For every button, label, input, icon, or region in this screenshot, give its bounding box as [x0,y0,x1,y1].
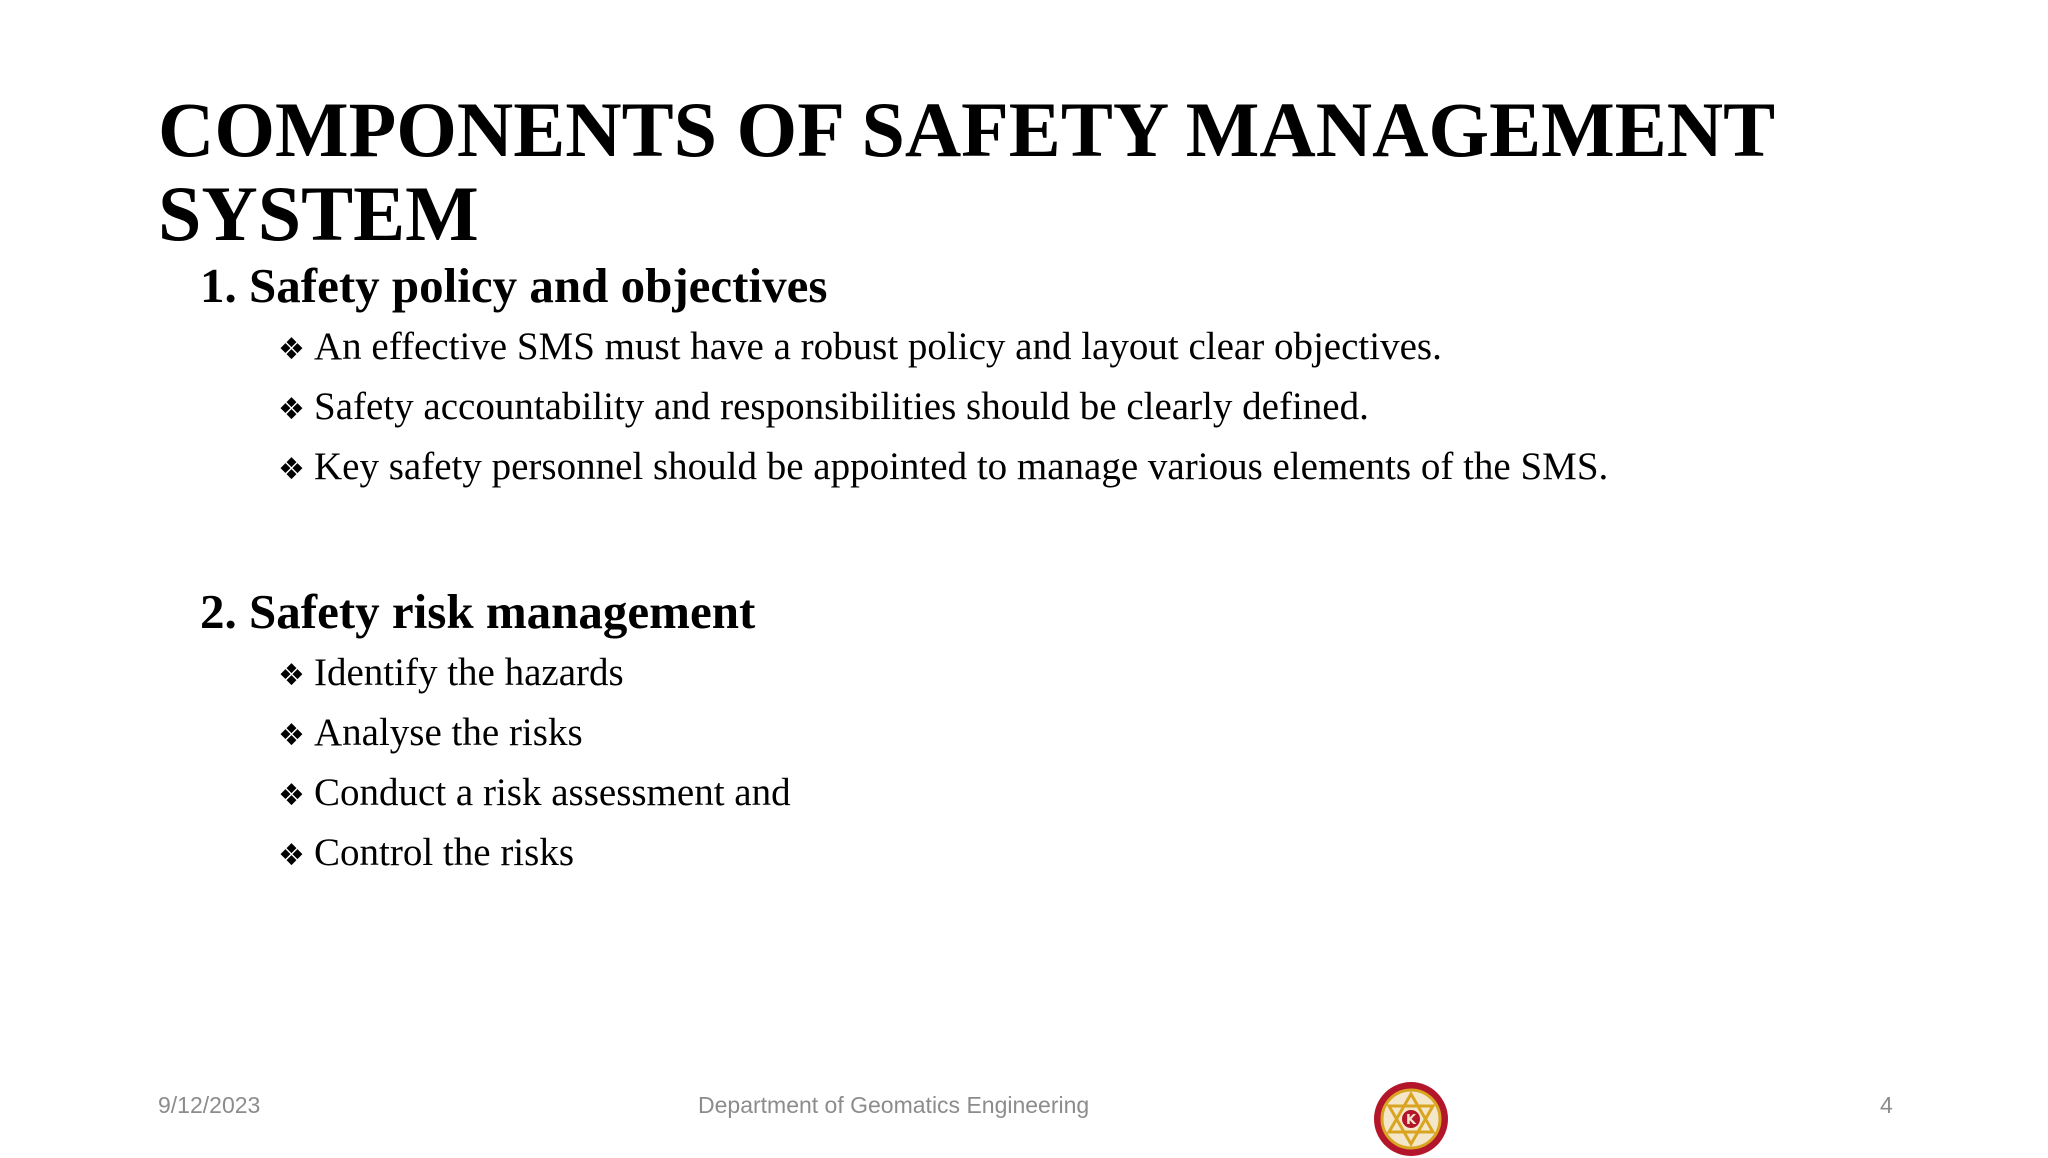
section-heading: 1. Safety policy and objectives [200,258,828,313]
list-item-text: Conduct a risk assessment and [314,771,791,814]
list-item [278,764,2000,824]
diamond-bullet-icon: ❖ [278,658,305,693]
section-risk-management [200,580,2000,884]
section-safety-policy [200,254,2000,498]
list-item-text: An effective SMS must have a robust policy and layout clear objectives. [314,325,1442,368]
slide-title: COMPONENTS OF SAFETY MANAGEMENT SYSTEM [158,86,1774,257]
list-item [278,704,2000,764]
footer-department: Department of Geomatics Engineering [698,1092,1090,1118]
svg-text:K: K [1405,1113,1417,1128]
list-item [278,438,2000,498]
section-heading: 2. Safety risk management [200,584,756,639]
bullet-list [200,318,2000,498]
list-item [278,824,2000,884]
list-item [278,644,2000,704]
diamond-bullet-icon: ❖ [278,332,305,367]
list-item-text: Analyse the risks [314,711,583,754]
list-item-text: Control the risks [314,831,574,874]
diamond-bullet-icon: ❖ [278,452,305,487]
list-item-text: Key safety personnel should be appointed to manage various elements of the SMS. [314,445,1609,488]
diamond-bullet-icon: ❖ [278,778,305,813]
list-item-text: Identify the hazards [314,651,624,694]
footer-date: 9/12/2023 [158,1092,261,1118]
list-item [278,318,2000,378]
diamond-bullet-icon: ❖ [278,838,305,873]
list-item-text: Safety accountability and responsibilities should be clearly defined. [314,385,1369,428]
footer-page-number: 4 [1880,1092,1893,1118]
diamond-bullet-icon: ❖ [278,718,305,753]
diamond-bullet-icon: ❖ [278,392,305,427]
university-seal-icon [1372,1080,1450,1158]
bullet-list [200,644,2000,884]
list-item [278,378,2000,438]
